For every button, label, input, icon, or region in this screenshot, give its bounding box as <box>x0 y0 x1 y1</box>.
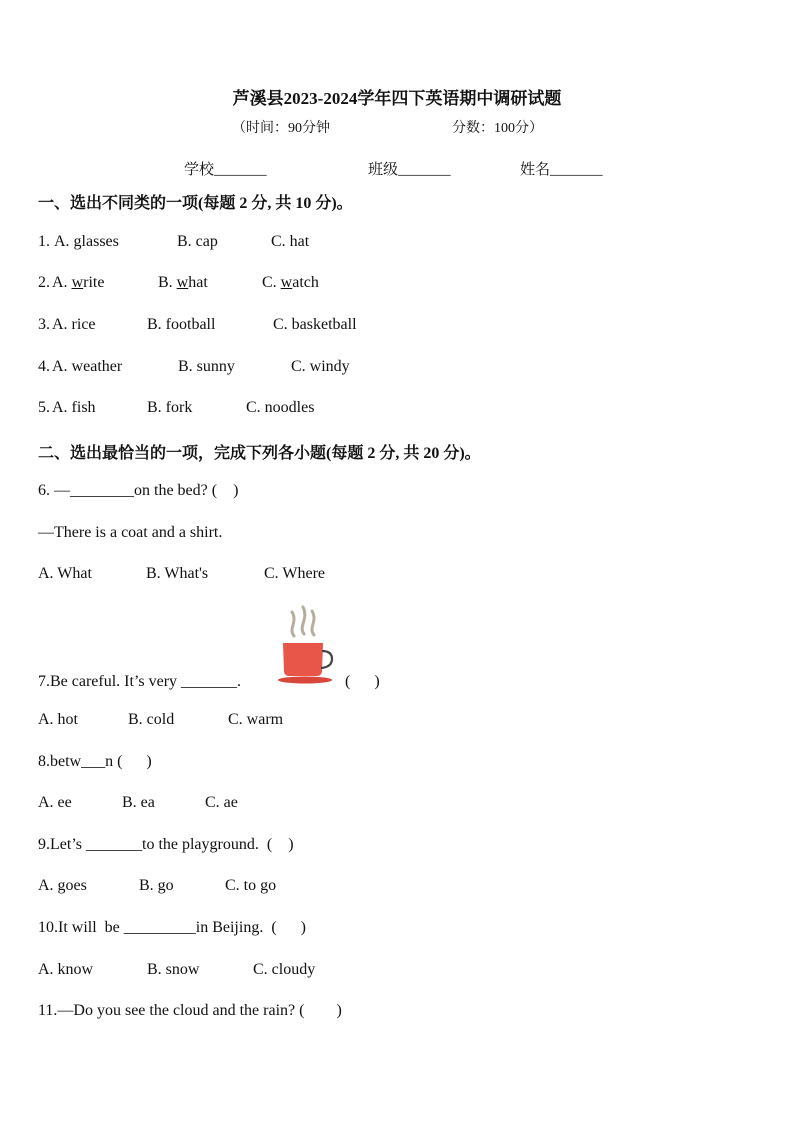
exam-score: 分数：100分） <box>452 121 543 136</box>
q4-option-c: C. windy <box>291 358 350 375</box>
hot-coffee-cup-icon <box>274 602 338 686</box>
q4-number: 4. <box>38 358 50 375</box>
q1-option-a: A. glasses <box>54 233 119 250</box>
q4-option-b: B. sunny <box>178 358 235 375</box>
q1-option-b: B. cap <box>177 233 218 250</box>
q8-option-a: A. ee <box>38 794 72 811</box>
q5-number: 5. <box>38 399 50 416</box>
section-1-heading: 一、选出不同类的一项(每题 2 分, 共 10 分)。 <box>38 195 353 212</box>
q10-option-a: A. know <box>38 961 94 978</box>
q2-option-c: C. watch <box>262 274 319 291</box>
q6-stem: 6. —________on the bed? ( ) <box>38 482 239 499</box>
q8-option-b: B. ea <box>122 794 155 811</box>
q8-option-c: C. ae <box>205 794 238 811</box>
q7-option-b: B. cold <box>128 711 175 728</box>
q5-option-b: B. fork <box>147 399 193 416</box>
exam-time: （时间：90分钟 <box>232 121 330 136</box>
q2-option-a: A. write <box>52 274 105 291</box>
q3-option-c: C. basketball <box>273 316 357 333</box>
q9-option-a: A. goes <box>38 877 87 894</box>
q10-stem: 10.It will be _________in Beijing. ( ) <box>38 919 306 936</box>
q2-option-b: B. what <box>158 274 208 291</box>
q7-stem: 7.Be careful. It’s very _______. <box>38 673 242 690</box>
name-field: 姓名_______ <box>520 162 603 178</box>
q5-option-a: A. fish <box>52 399 96 416</box>
q3-option-b: B. football <box>147 316 216 333</box>
q7-option-a: A. hot <box>38 711 78 728</box>
section-2-heading: 二、选出最恰当的一项，完成下列各小题(每题 2 分, 共 20 分)。 <box>38 445 481 462</box>
q9-option-b: B. go <box>139 877 174 894</box>
q10-option-b: B. snow <box>147 961 200 978</box>
q1-number: 1. <box>38 233 50 250</box>
q9-option-c: C. to go <box>225 877 277 894</box>
q9-stem: 9.Let’s _______to the playground. ( ) <box>38 836 294 853</box>
class-field: 班级_______ <box>368 162 451 178</box>
school-field: 学校_______ <box>184 162 267 178</box>
q3-option-a: A. rice <box>52 316 96 333</box>
q4-option-a: A. weather <box>52 358 123 375</box>
q6-option-c: C. Where <box>264 565 326 582</box>
q6-option-b: B. What's <box>146 565 209 582</box>
q7-answer-paren: ( ) <box>345 673 380 690</box>
q2-number: 2. <box>38 274 50 291</box>
q6-option-a: A. What <box>38 565 92 582</box>
q11-stem: 11.—Do you see the cloud and the rain? ( ) <box>38 1002 342 1019</box>
page-title: 芦溪县2023-2024学年四下英语期中调研试题 <box>232 89 562 108</box>
q7-option-c: C. warm <box>228 711 284 728</box>
q8-stem: 8.betw___n ( ) <box>38 753 152 770</box>
q1-option-c: C. hat <box>271 233 310 250</box>
q5-option-c: C. noodles <box>246 399 315 416</box>
q10-option-c: C. cloudy <box>253 961 316 978</box>
q3-number: 3. <box>38 316 50 333</box>
q6-reply: —There is a coat and a shirt. <box>38 524 223 541</box>
